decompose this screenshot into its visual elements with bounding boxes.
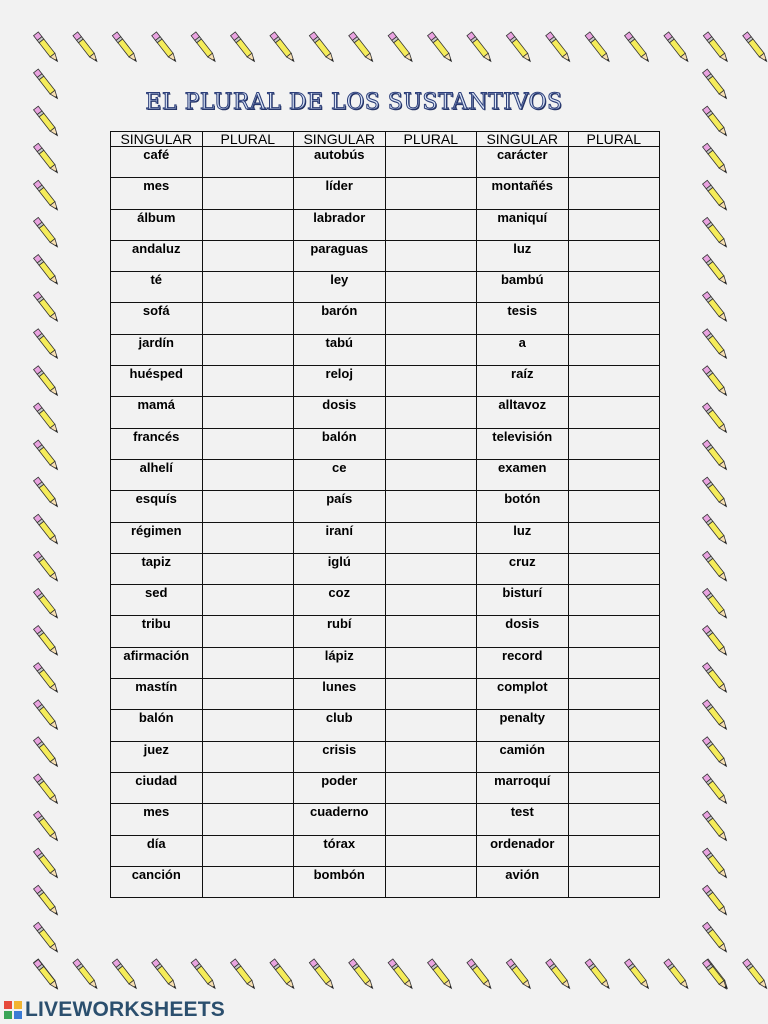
- singular-word-cell: mes: [111, 178, 203, 209]
- pencil-icon: [703, 885, 729, 916]
- pencil-icon: [703, 588, 729, 619]
- page-title: EL PLURAL DE LOS SUSTANTIVOS: [145, 90, 563, 115]
- table-row: [111, 553, 660, 584]
- pencil-icon: [34, 143, 60, 174]
- plural-answer-cell[interactable]: [568, 240, 660, 271]
- plural-answer-cell[interactable]: [202, 772, 294, 803]
- header-singular-2: SINGULAR: [294, 132, 386, 147]
- pencil-icon: [231, 959, 257, 990]
- header-singular-3: SINGULAR: [477, 132, 569, 147]
- table-row: [111, 710, 660, 741]
- plural-answer-cell[interactable]: [202, 178, 294, 209]
- pencil-icon: [34, 32, 60, 63]
- pencil-icon: [703, 143, 729, 174]
- plural-answer-cell[interactable]: [385, 147, 477, 178]
- pencil-icon: [152, 959, 178, 990]
- plural-answer-cell[interactable]: [202, 147, 294, 178]
- singular-word-cell: labrador: [294, 209, 386, 240]
- singular-word-cell: paraguas: [294, 240, 386, 271]
- table-row: [111, 272, 660, 303]
- singular-word-cell: televisión: [477, 428, 569, 459]
- plural-answer-cell[interactable]: [385, 804, 477, 835]
- plural-answer-cell[interactable]: [568, 428, 660, 459]
- pencil-icon: [703, 255, 729, 286]
- plural-answer-cell[interactable]: [385, 334, 477, 365]
- plural-answer-cell[interactable]: [202, 240, 294, 271]
- pencil-icon: [34, 848, 60, 879]
- singular-word-cell: avión: [477, 866, 569, 897]
- plural-answer-cell[interactable]: [202, 272, 294, 303]
- table-row: [111, 772, 660, 803]
- pencil-icon: [703, 811, 729, 842]
- plural-answer-cell[interactable]: [568, 397, 660, 428]
- pencil-icon: [349, 959, 375, 990]
- singular-word-cell: afirmación: [111, 647, 203, 678]
- pencil-icon: [703, 959, 729, 990]
- plural-answer-cell[interactable]: [202, 835, 294, 866]
- pencil-icon: [34, 774, 60, 805]
- singular-word-cell: balón: [111, 710, 203, 741]
- pencil-icon: [34, 626, 60, 657]
- singular-word-cell: barón: [294, 303, 386, 334]
- plural-answer-cell[interactable]: [202, 366, 294, 397]
- singular-word-cell: andaluz: [111, 240, 203, 271]
- plural-answer-cell[interactable]: [385, 616, 477, 647]
- singular-word-cell: régimen: [111, 522, 203, 553]
- singular-word-cell: autobús: [294, 147, 386, 178]
- singular-word-cell: mes: [111, 804, 203, 835]
- singular-word-cell: luz: [477, 522, 569, 553]
- plural-answer-cell[interactable]: [568, 772, 660, 803]
- pencil-icon: [703, 106, 729, 137]
- plural-answer-cell[interactable]: [568, 522, 660, 553]
- plural-answer-cell[interactable]: [202, 459, 294, 490]
- plural-answer-cell[interactable]: [568, 366, 660, 397]
- plural-answer-cell[interactable]: [385, 366, 477, 397]
- pencil-icon: [34, 588, 60, 619]
- singular-word-cell: mamá: [111, 397, 203, 428]
- singular-word-cell: té: [111, 272, 203, 303]
- plural-answer-cell[interactable]: [202, 616, 294, 647]
- singular-word-cell: tórax: [294, 835, 386, 866]
- plural-answer-cell[interactable]: [202, 647, 294, 678]
- singular-word-cell: esquís: [111, 491, 203, 522]
- plural-answer-cell[interactable]: [385, 585, 477, 616]
- singular-word-cell: club: [294, 710, 386, 741]
- singular-word-cell: ley: [294, 272, 386, 303]
- pencil-icon: [585, 959, 611, 990]
- pencil-icon: [34, 69, 60, 100]
- pencil-icon: [703, 366, 729, 397]
- table-row: [111, 491, 660, 522]
- pencil-icon: [73, 959, 99, 990]
- singular-word-cell: carácter: [477, 147, 569, 178]
- plural-answer-cell[interactable]: [385, 272, 477, 303]
- pencil-icon: [703, 626, 729, 657]
- singular-word-cell: canción: [111, 866, 203, 897]
- singular-word-cell: poder: [294, 772, 386, 803]
- table-row: [111, 334, 660, 365]
- singular-word-cell: raíz: [477, 366, 569, 397]
- pencil-icon: [428, 959, 454, 990]
- plural-answer-cell[interactable]: [202, 428, 294, 459]
- pencil-icon: [112, 959, 138, 990]
- plural-answer-cell[interactable]: [385, 835, 477, 866]
- plural-answer-cell[interactable]: [568, 866, 660, 897]
- plural-answer-cell[interactable]: [568, 804, 660, 835]
- table-row: [111, 616, 660, 647]
- pencil-icon: [270, 959, 296, 990]
- singular-word-cell: marroquí: [477, 772, 569, 803]
- header-plural-3: PLURAL: [568, 132, 660, 147]
- plural-answer-cell[interactable]: [568, 334, 660, 365]
- pencil-icon: [703, 848, 729, 879]
- singular-word-cell: camión: [477, 741, 569, 772]
- plural-answer-cell[interactable]: [568, 741, 660, 772]
- table-row: [111, 585, 660, 616]
- pencil-icon: [112, 32, 138, 63]
- singular-word-cell: rubí: [294, 616, 386, 647]
- plural-answer-cell[interactable]: [202, 553, 294, 584]
- pencil-icon: [349, 32, 375, 63]
- singular-word-cell: ordenador: [477, 835, 569, 866]
- pencil-icon: [703, 551, 729, 582]
- plural-answer-cell[interactable]: [568, 835, 660, 866]
- pencil-icon: [703, 700, 729, 731]
- header-plural-2: PLURAL: [385, 132, 477, 147]
- singular-word-cell: examen: [477, 459, 569, 490]
- plural-answer-cell[interactable]: [385, 647, 477, 678]
- singular-word-cell: bambú: [477, 272, 569, 303]
- pencil-icon: [467, 959, 493, 990]
- plural-answer-cell[interactable]: [202, 334, 294, 365]
- plural-answer-cell[interactable]: [568, 178, 660, 209]
- pencil-icon: [428, 32, 454, 63]
- pencil-icon: [34, 811, 60, 842]
- pencil-icon: [664, 32, 690, 63]
- singular-word-cell: sed: [111, 585, 203, 616]
- plural-answer-cell[interactable]: [568, 616, 660, 647]
- singular-word-cell: día: [111, 835, 203, 866]
- plural-answer-cell[interactable]: [385, 397, 477, 428]
- pencil-icon: [34, 180, 60, 211]
- pencil-icon: [703, 663, 729, 694]
- singular-word-cell: huésped: [111, 366, 203, 397]
- plural-answer-cell[interactable]: [202, 741, 294, 772]
- pencil-icon: [625, 959, 651, 990]
- pencil-icon: [34, 403, 60, 434]
- plural-answer-cell[interactable]: [568, 585, 660, 616]
- singular-word-cell: jardín: [111, 334, 203, 365]
- plural-answer-cell[interactable]: [202, 491, 294, 522]
- singular-word-cell: montañés: [477, 178, 569, 209]
- pencil-icon: [703, 774, 729, 805]
- pencil-icon: [34, 663, 60, 694]
- table-row: [111, 209, 660, 240]
- table-row: [111, 804, 660, 835]
- plural-answer-cell[interactable]: [202, 522, 294, 553]
- singular-word-cell: tabú: [294, 334, 386, 365]
- singular-word-cell: coz: [294, 585, 386, 616]
- table-row: [111, 240, 660, 271]
- pencil-icon: [506, 959, 532, 990]
- plural-answer-cell[interactable]: [385, 741, 477, 772]
- plural-answer-cell[interactable]: [385, 710, 477, 741]
- singular-word-cell: juez: [111, 741, 203, 772]
- singular-word-cell: dosis: [294, 397, 386, 428]
- pencil-icon: [703, 737, 729, 768]
- table-row: [111, 147, 660, 178]
- plural-answer-cell[interactable]: [385, 772, 477, 803]
- pencil-icon: [546, 959, 572, 990]
- plural-answer-cell[interactable]: [385, 428, 477, 459]
- pencil-icon: [34, 217, 60, 248]
- pencil-icon: [703, 292, 729, 323]
- plural-answer-cell[interactable]: [568, 647, 660, 678]
- table-row: [111, 303, 660, 334]
- table-row: [111, 522, 660, 553]
- pencil-icon: [743, 32, 768, 63]
- singular-word-cell: ce: [294, 459, 386, 490]
- pencil-icon: [703, 69, 729, 100]
- pencil-icon: [34, 551, 60, 582]
- plural-answer-cell[interactable]: [385, 679, 477, 710]
- pencil-icon: [34, 737, 60, 768]
- pencil-icon: [703, 180, 729, 211]
- table-row: [111, 679, 660, 710]
- pencil-icon: [506, 32, 532, 63]
- pencil-icon: [388, 959, 414, 990]
- plural-answer-cell[interactable]: [568, 710, 660, 741]
- header-singular-1: SINGULAR: [111, 132, 203, 147]
- pencil-icon: [34, 255, 60, 286]
- plural-answer-cell[interactable]: [568, 679, 660, 710]
- singular-word-cell: café: [111, 147, 203, 178]
- table-row: [111, 397, 660, 428]
- pencil-icon: [546, 32, 572, 63]
- pencil-icon: [34, 959, 60, 990]
- pencil-icon: [231, 32, 257, 63]
- singular-word-cell: iglú: [294, 553, 386, 584]
- singular-word-cell: bisturí: [477, 585, 569, 616]
- singular-word-cell: record: [477, 647, 569, 678]
- pencil-icon: [585, 32, 611, 63]
- plural-answer-cell[interactable]: [568, 459, 660, 490]
- singular-word-cell: tribu: [111, 616, 203, 647]
- plural-answer-cell[interactable]: [202, 679, 294, 710]
- header-row: [111, 132, 660, 147]
- pencil-icon: [34, 292, 60, 323]
- plural-answer-cell[interactable]: [385, 459, 477, 490]
- singular-word-cell: luz: [477, 240, 569, 271]
- pencil-icon: [743, 959, 768, 990]
- pencil-icon: [34, 106, 60, 137]
- plural-table: [110, 131, 660, 898]
- plural-answer-cell[interactable]: [385, 209, 477, 240]
- pencil-icon: [703, 403, 729, 434]
- singular-word-cell: reloj: [294, 366, 386, 397]
- pencil-icon: [34, 885, 60, 916]
- pencil-icon: [703, 217, 729, 248]
- table-row: [111, 741, 660, 772]
- brand-name: LIVEWORKSHEETS: [25, 998, 225, 1021]
- pencil-icon: [34, 477, 60, 508]
- table-row: [111, 366, 660, 397]
- plural-answer-cell[interactable]: [385, 303, 477, 334]
- table-row: [111, 459, 660, 490]
- singular-word-cell: alhelí: [111, 459, 203, 490]
- singular-word-cell: lápiz: [294, 647, 386, 678]
- table-row: [111, 835, 660, 866]
- singular-word-cell: dosis: [477, 616, 569, 647]
- plural-answer-cell[interactable]: [568, 147, 660, 178]
- singular-word-cell: bombón: [294, 866, 386, 897]
- plural-answer-cell[interactable]: [568, 303, 660, 334]
- plural-answer-cell[interactable]: [385, 491, 477, 522]
- singular-word-cell: crisis: [294, 741, 386, 772]
- singular-word-cell: cuaderno: [294, 804, 386, 835]
- pencil-icon: [270, 32, 296, 63]
- table-row: [111, 866, 660, 897]
- pencil-icon: [73, 32, 99, 63]
- pencil-icon: [309, 959, 335, 990]
- pencil-icon: [191, 32, 217, 63]
- plural-answer-cell[interactable]: [385, 866, 477, 897]
- liveworksheets-logo: [4, 998, 225, 1022]
- pencil-icon: [34, 329, 60, 360]
- singular-word-cell: iraní: [294, 522, 386, 553]
- singular-word-cell: botón: [477, 491, 569, 522]
- plural-answer-cell[interactable]: [568, 272, 660, 303]
- pencil-icon: [309, 32, 335, 63]
- singular-word-cell: a: [477, 334, 569, 365]
- pencil-icon: [34, 700, 60, 731]
- singular-word-cell: cruz: [477, 553, 569, 584]
- liveworksheets-logo-icon: [4, 1001, 22, 1019]
- pencil-icon: [703, 922, 729, 953]
- pencil-icon: [34, 366, 60, 397]
- table-row: [111, 647, 660, 678]
- singular-word-cell: sofá: [111, 303, 203, 334]
- pencil-icon: [664, 959, 690, 990]
- singular-word-cell: complot: [477, 679, 569, 710]
- plural-answer-cell[interactable]: [202, 710, 294, 741]
- plural-answer-cell[interactable]: [202, 397, 294, 428]
- singular-word-cell: país: [294, 491, 386, 522]
- singular-word-cell: líder: [294, 178, 386, 209]
- plural-answer-cell[interactable]: [385, 240, 477, 271]
- singular-word-cell: mastín: [111, 679, 203, 710]
- pencil-icon: [703, 329, 729, 360]
- plural-answer-cell[interactable]: [568, 491, 660, 522]
- plural-answer-cell[interactable]: [385, 178, 477, 209]
- table-row: [111, 428, 660, 459]
- singular-word-cell: alltavoz: [477, 397, 569, 428]
- singular-word-cell: francés: [111, 428, 203, 459]
- pencil-icon: [34, 514, 60, 545]
- pencil-icon: [703, 477, 729, 508]
- singular-word-cell: test: [477, 804, 569, 835]
- plural-answer-cell[interactable]: [202, 804, 294, 835]
- pencil-icon: [388, 32, 414, 63]
- plural-answer-cell[interactable]: [385, 553, 477, 584]
- singular-word-cell: tapiz: [111, 553, 203, 584]
- header-plural-1: PLURAL: [202, 132, 294, 147]
- singular-word-cell: balón: [294, 428, 386, 459]
- plural-answer-cell[interactable]: [385, 522, 477, 553]
- singular-word-cell: maniquí: [477, 209, 569, 240]
- table-row: [111, 178, 660, 209]
- singular-word-cell: ciudad: [111, 772, 203, 803]
- pencil-icon: [625, 32, 651, 63]
- plural-answer-cell[interactable]: [202, 585, 294, 616]
- pencil-icon: [703, 440, 729, 471]
- pencil-icon: [467, 32, 493, 63]
- singular-word-cell: lunes: [294, 679, 386, 710]
- pencil-icon: [703, 514, 729, 545]
- pencil-icon: [191, 959, 217, 990]
- plural-answer-cell[interactable]: [568, 209, 660, 240]
- singular-word-cell: álbum: [111, 209, 203, 240]
- plural-answer-cell[interactable]: [568, 553, 660, 584]
- singular-word-cell: penalty: [477, 710, 569, 741]
- singular-word-cell: tesis: [477, 303, 569, 334]
- plural-answer-cell[interactable]: [202, 209, 294, 240]
- plural-answer-cell[interactable]: [202, 303, 294, 334]
- pencil-icon: [152, 32, 178, 63]
- pencil-icon: [34, 922, 60, 953]
- plural-answer-cell[interactable]: [202, 866, 294, 897]
- pencil-icon: [703, 32, 729, 63]
- pencil-icon: [34, 440, 60, 471]
